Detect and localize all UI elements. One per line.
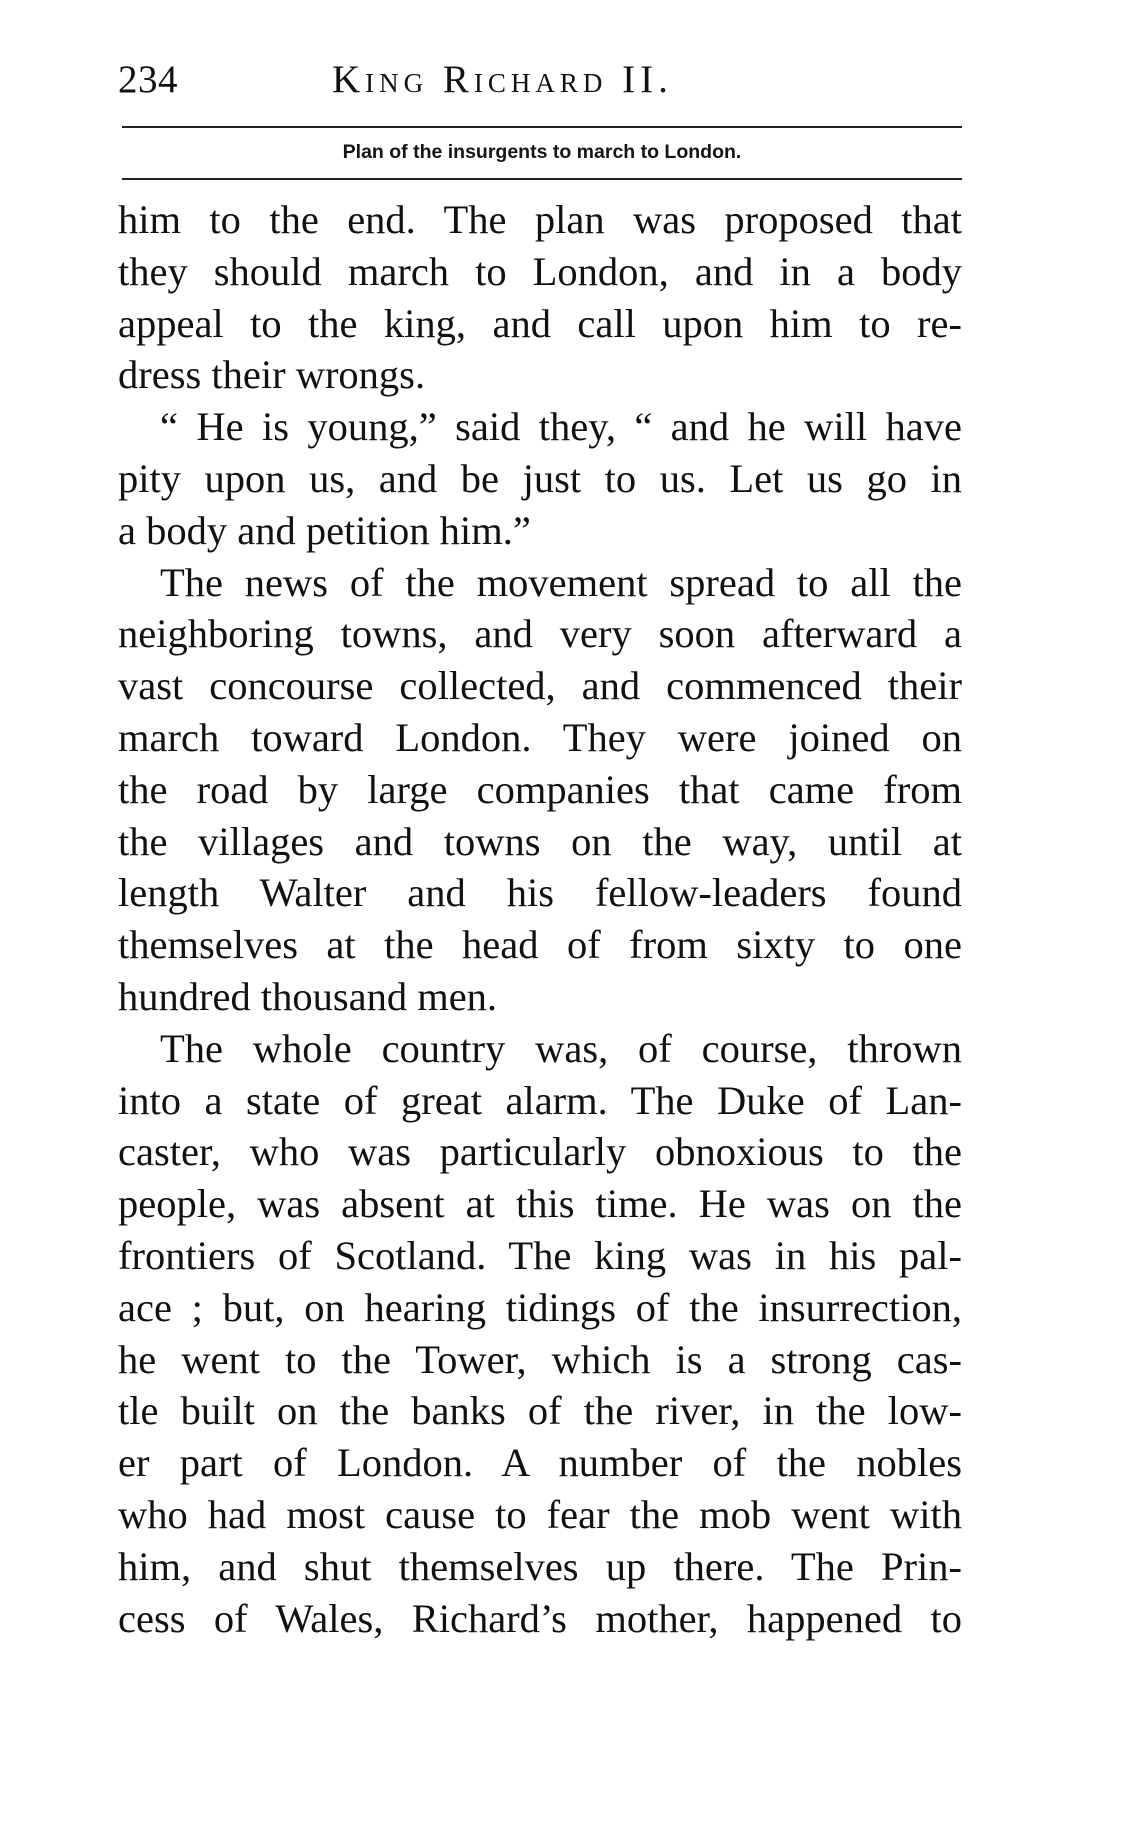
text-line: the villages and towns on the way, until at bbox=[118, 818, 962, 864]
text-line: they should march to London, and in a body bbox=[118, 248, 962, 294]
text-line: march toward London. They were joined on bbox=[118, 714, 962, 760]
text-line: pity upon us, and be just to us. Let us go in bbox=[118, 455, 962, 501]
text-line: cess of Wales, Richard’s mother, happened to bbox=[118, 1595, 962, 1641]
text-line: vast concourse collected, and commenced their bbox=[118, 663, 962, 709]
text-line: hundred thousand men. bbox=[118, 973, 498, 1019]
text-line: he went to the Tower, which is a strong cas- bbox=[118, 1336, 962, 1382]
page-header bbox=[118, 56, 963, 108]
body-text bbox=[118, 194, 962, 1644]
section-subheading: Plan of the insurgents to march to London. bbox=[342, 141, 742, 163]
text-line: neighboring towns, and very soon afterward a bbox=[118, 611, 962, 657]
text-line: themselves at the head of from sixty to one bbox=[118, 922, 962, 968]
text-line: length Walter and his fellow-leaders found bbox=[118, 870, 962, 916]
text-line: people, was absent at this time. He was on the bbox=[118, 1181, 962, 1227]
text-line: er part of London. A number of the nobles bbox=[118, 1440, 962, 1486]
text-line: who had most cause to fear the mob went with bbox=[118, 1491, 962, 1537]
text-line: him, and shut themselves up there. The Prin- bbox=[118, 1543, 962, 1589]
text-line: a body and petition him.” bbox=[118, 507, 531, 553]
text-line: The news of the movement spread to all the bbox=[160, 559, 962, 605]
text-line: caster, who was particularly obnoxious to the bbox=[118, 1129, 962, 1175]
text-line: him to the end. The plan was proposed that bbox=[118, 197, 962, 242]
text-line: dress their wrongs. bbox=[118, 352, 426, 398]
text-line: tle built on the banks of the river, in the low- bbox=[118, 1388, 962, 1434]
running-title: King Richard II. bbox=[332, 58, 673, 101]
text-line: ace ; but, on hearing tidings of the insurrection, bbox=[118, 1284, 962, 1330]
text-line: frontiers of Scotland. The king was in his pal- bbox=[118, 1232, 962, 1278]
page-number: 234 bbox=[118, 58, 178, 101]
header-rule-bottom bbox=[122, 178, 962, 180]
text-line: The whole country was, of course, thrown bbox=[160, 1025, 962, 1071]
text-line: the road by large companies that came from bbox=[118, 766, 962, 812]
header-rule-top bbox=[122, 126, 962, 128]
text-line: appeal to the king, and call upon him to re- bbox=[118, 300, 962, 346]
text-line: “ He is young,” said they, “ and he will have bbox=[160, 404, 962, 450]
text-line: into a state of great alarm. The Duke of Lan- bbox=[118, 1077, 962, 1123]
